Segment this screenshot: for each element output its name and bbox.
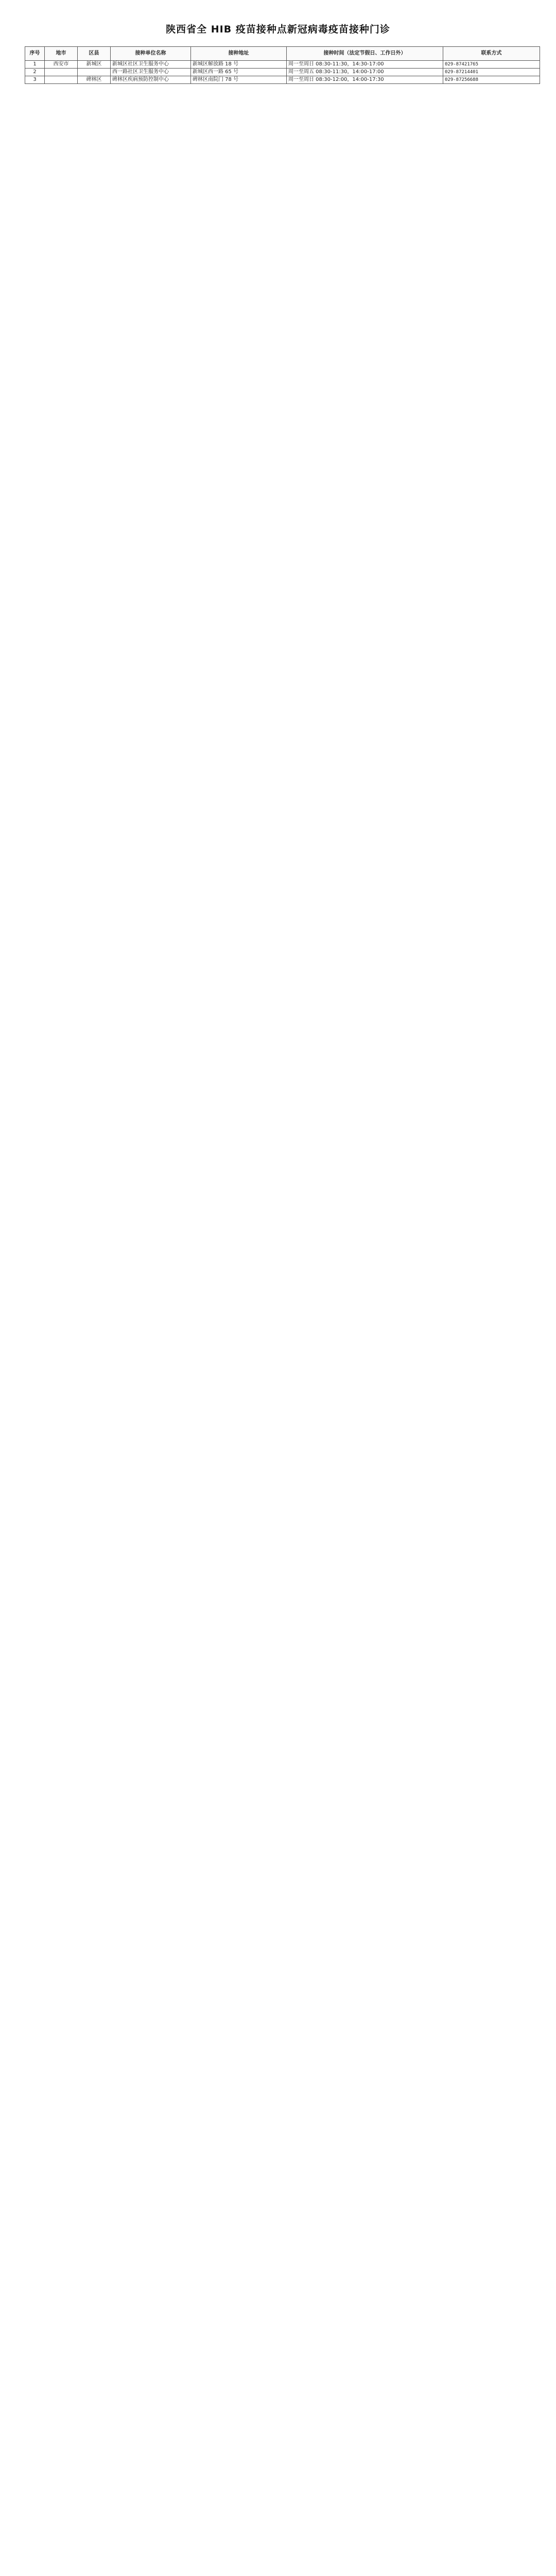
cell-city: 西安市 xyxy=(45,61,78,69)
cell-no: 1 xyxy=(25,61,45,69)
table-row xyxy=(25,76,540,84)
vaccination-table-container xyxy=(25,46,540,84)
cell-address: 新城区西一路 65 号 xyxy=(191,69,287,76)
cell-address: 新城区解放路 18 号 xyxy=(191,61,287,69)
header-site: 接种单位名称 xyxy=(111,47,191,61)
cell-no: 3 xyxy=(25,76,45,84)
cell-site: 西一路社区卫生服务中心 xyxy=(111,69,191,76)
vaccination-table xyxy=(25,46,540,84)
cell-district: 碑林区 xyxy=(78,76,111,84)
header-time: 接种时间（法定节假日、工作日外） xyxy=(287,47,443,61)
header-phone: 联系方式 xyxy=(443,47,540,61)
cell-time: 周一至周日 08:30-11:30，14:30-17:00 xyxy=(287,61,443,69)
cell-time: 周一至周五 08:30-11:30，14:00-17:00 xyxy=(287,69,443,76)
header-address: 接种地址 xyxy=(191,47,287,61)
cell-site: 新城区社区卫生服务中心 xyxy=(111,61,191,69)
cell-phone: 029-87214401 xyxy=(443,69,540,76)
page-title: 陕西省全 HIB 疫苗接种点新冠病毒疫苗接种门诊 xyxy=(166,24,390,35)
cell-phone: 029-87256688 xyxy=(443,76,540,84)
cell-district: 新城区 xyxy=(78,61,111,69)
cell-site: 碑林区疾病预防控制中心 xyxy=(111,76,191,84)
cell-time: 周一至周日 08:30-12:00，14:00-17:30 xyxy=(287,76,443,84)
header-district: 区县 xyxy=(78,47,111,61)
table-row xyxy=(25,69,540,76)
header-no: 序号 xyxy=(25,47,45,61)
cell-district xyxy=(78,69,111,76)
cell-city xyxy=(45,69,78,76)
cell-address: 碑林区南院门 78 号 xyxy=(191,76,287,84)
cell-city xyxy=(45,76,78,84)
header-city: 地市 xyxy=(45,47,78,61)
cell-no: 2 xyxy=(25,69,45,76)
cell-phone: 029-87421765 xyxy=(443,61,540,69)
table-row xyxy=(25,61,540,69)
table-header-row xyxy=(25,47,540,61)
